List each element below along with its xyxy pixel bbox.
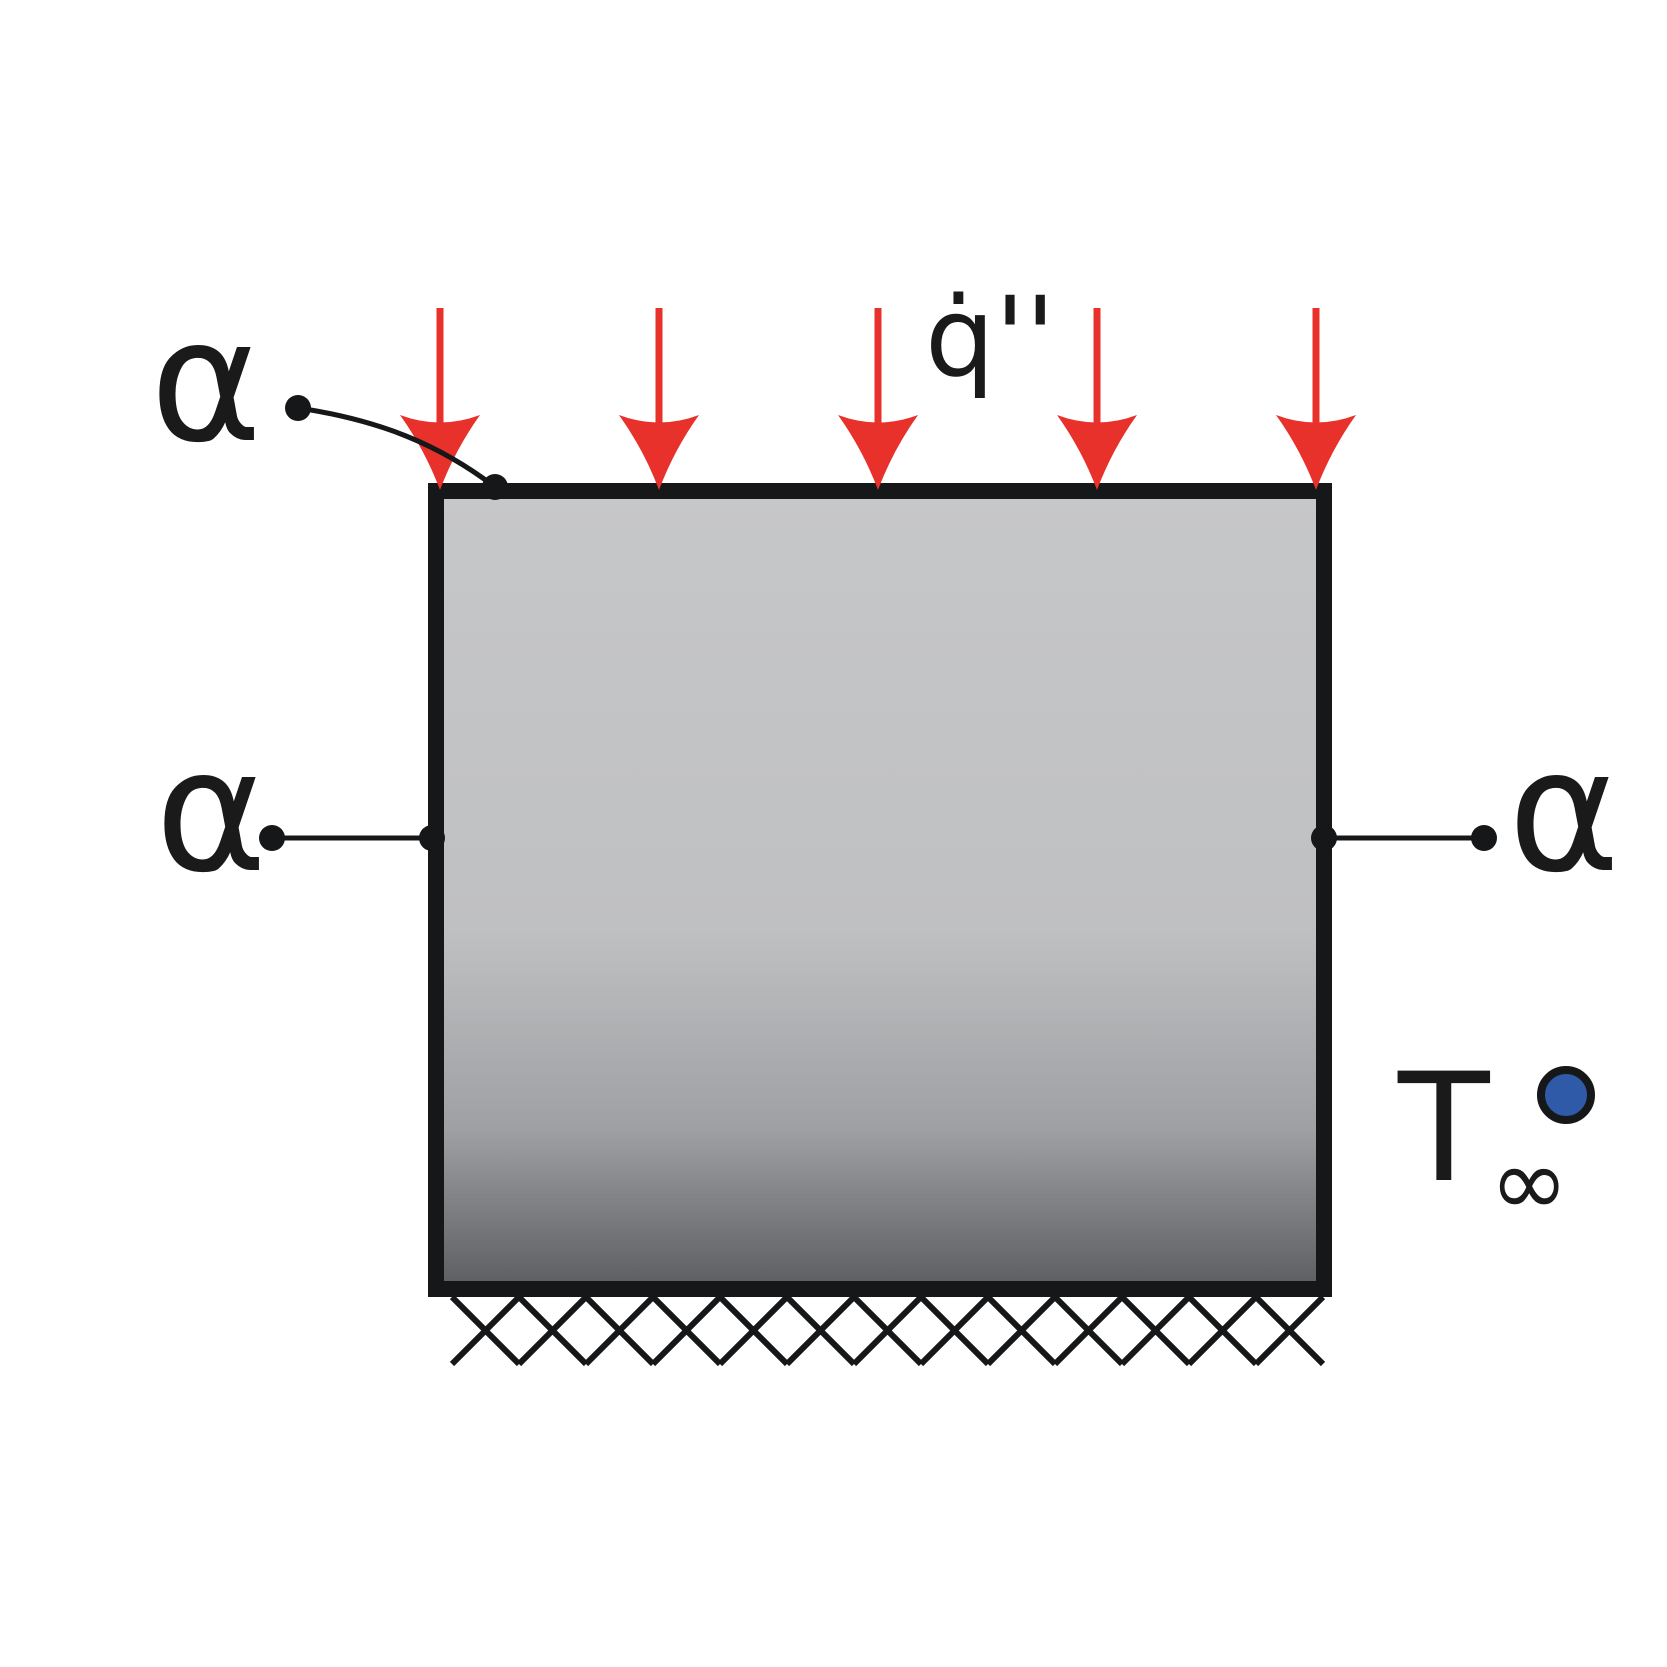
solid-body: [436, 491, 1324, 1289]
heat-flux-label: q̇'': [925, 273, 1056, 401]
ambient-temperature-symbol: T: [1398, 1042, 1490, 1216]
heat-flux-arrow-head: [619, 415, 699, 490]
heat-flux-arrow-head: [838, 415, 918, 490]
convection-right-anchor-dot: [1311, 825, 1337, 851]
ambient-temperature-subscript: ∞: [1489, 1128, 1569, 1238]
heat-flux-arrow: [1057, 308, 1137, 490]
convection-left-anchor-dot: [419, 825, 445, 851]
ambient-temperature-label: [1397, 1042, 1569, 1238]
ambient-temperature-dot-icon: [1541, 1070, 1591, 1120]
heat-flux-arrow-head: [1276, 415, 1356, 490]
heat-flux-arrow: [1276, 308, 1356, 490]
heat-flux-arrow: [400, 308, 480, 490]
heat-flux-arrow-head: [1057, 415, 1137, 490]
heat-flux-arrows: [400, 308, 1356, 490]
convection-top-left-label: α: [150, 283, 263, 481]
convection-right-label: α: [1508, 713, 1621, 911]
convection-top-left-anchor-dot: [482, 474, 508, 500]
convection-left-label: α: [155, 713, 268, 911]
convection-right-dot: [1471, 825, 1497, 851]
heat-flux-arrow: [838, 308, 918, 490]
convection-top-left-dot: [285, 395, 311, 421]
heat-flux-arrow: [619, 308, 699, 490]
fixed-support-hatch-icon: [452, 1297, 1323, 1364]
